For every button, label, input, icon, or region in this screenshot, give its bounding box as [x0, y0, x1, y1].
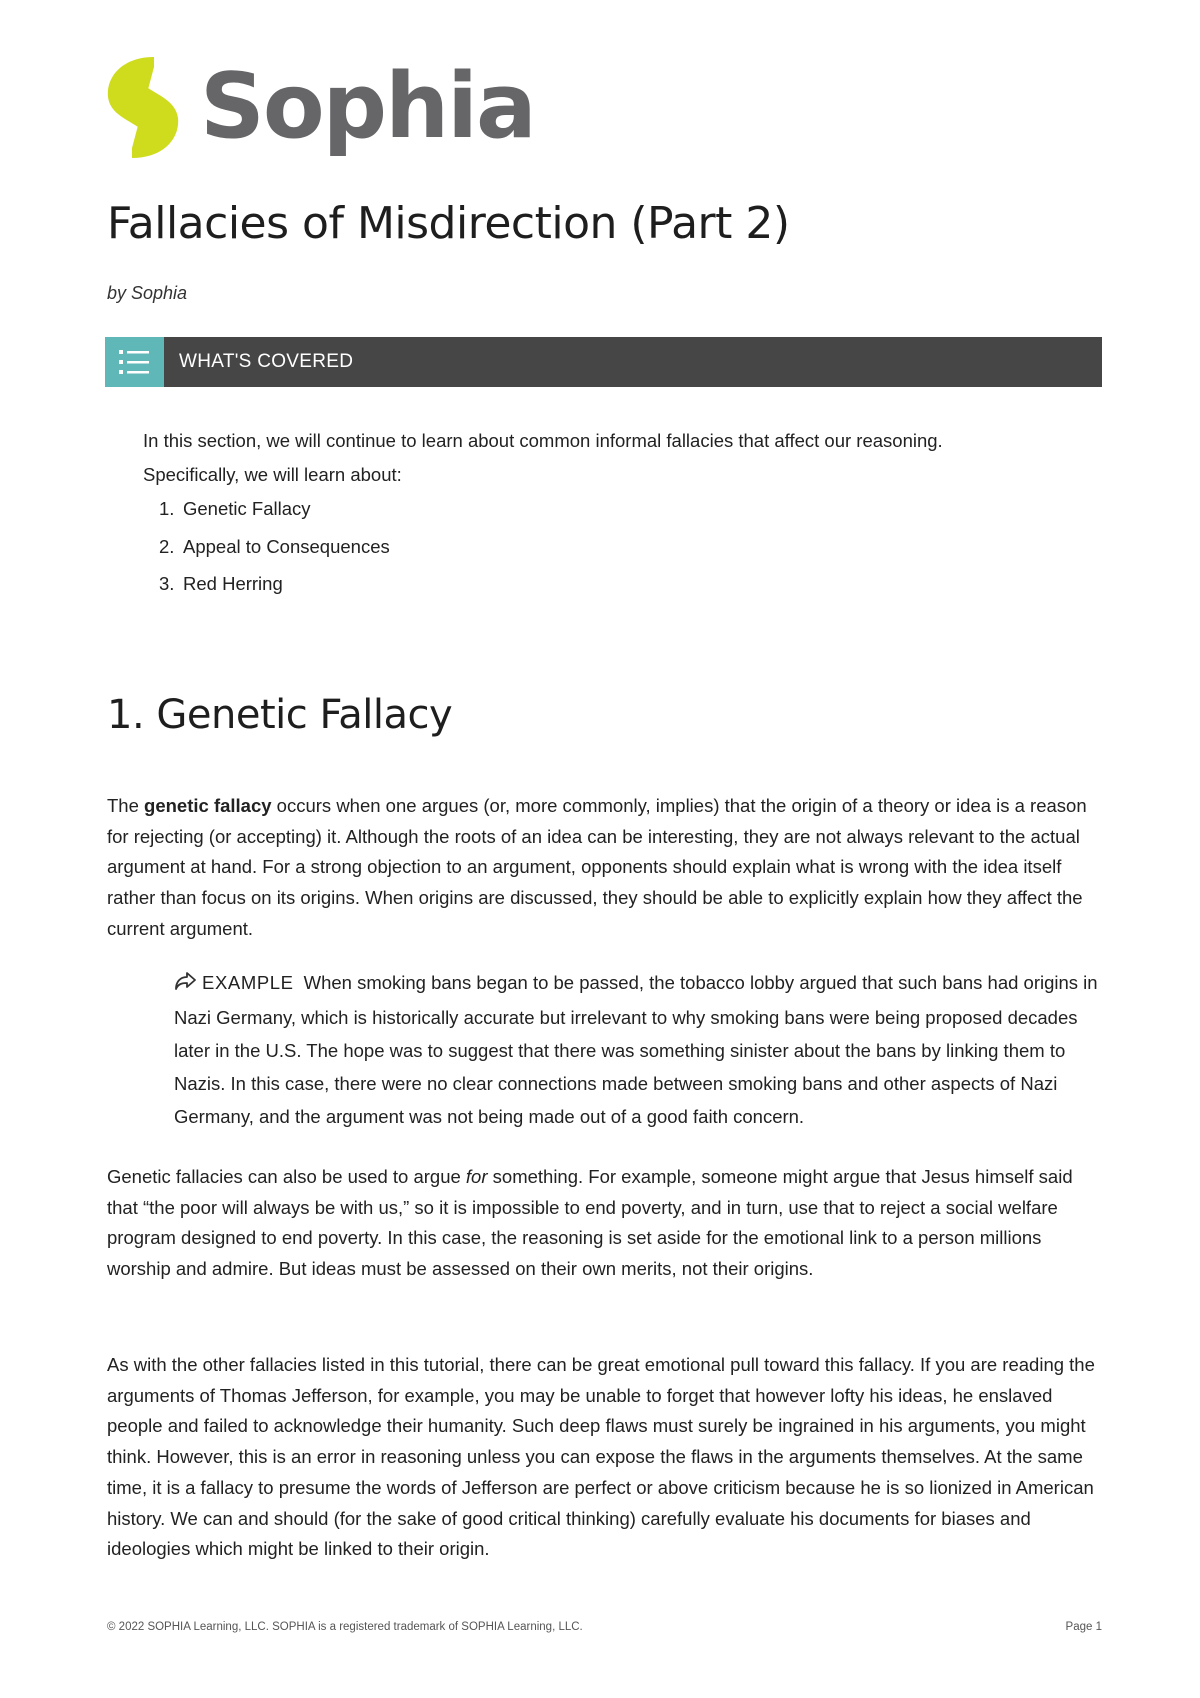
list-icon [119, 348, 149, 376]
page-title: Fallacies of Misdirection (Part 2) [107, 198, 790, 249]
list-item: 2. Appeal to Consequences [159, 535, 390, 557]
genetic-fallacy-definition: The genetic fallacy occurs when one argues (or, more commonly, implies) that the origin of a theory or idea is a reason for rejecting (or accepting) it. Although the roots of an idea can be interesting, they are not always relevant to the actual argument at hand. For a strong objection to an argument, opponents should explain what is wrong with the idea itself rather than focus on its origins. When origins are discussed, they should be able to explicitly explain how they affect the current argument. [107, 795, 1087, 939]
page-footer [107, 1617, 1102, 1637]
covered-list [159, 492, 390, 605]
example-block [174, 966, 1102, 1133]
example-text: When smoking bans began to be passed, the tobacco lobby argued that such bans had origins in Nazi Germany, which is historically accurate but irrelevant to why smoking bans were being proposed decades later in the U.S. The hope was to suggest that there was something sinister about the bans by linking them to Nazis. In this case, there were no clear connections made between smoking bans and other aspects of Nazi Germany, and the argument was not being made out of a good faith concern. [174, 972, 1098, 1127]
page-number: Page 1 [1065, 1621, 1102, 1633]
whats-covered-banner [105, 337, 1102, 387]
sophia-leaf-icon [102, 55, 182, 160]
intro-line-2: Specifically, we will learn about: [143, 464, 402, 485]
list-item: 3. Red Herring [159, 573, 283, 594]
logo-wordmark: Sophia [200, 54, 535, 159]
copyright-notice: © 2022 SOPHIA Learning, LLC. SOPHIA is a registered trademark of SOPHIA Learning, LLC. [107, 1621, 583, 1633]
key-term: genetic fallacy [144, 795, 272, 816]
example-label: EXAMPLE [202, 972, 294, 993]
whats-covered-icon-box [105, 337, 164, 387]
byline: by Sophia [107, 283, 188, 303]
whats-covered-label: WHAT'S COVERED [179, 351, 354, 372]
paragraph: Genetic fallacies can also be used to argue for something. For example, someone might argue that Jesus himself said that “the poor will always be with us,” so it is impossible to end poverty, and in turn, use that to reject a social welfare program designed to end poverty. In this case, the reasoning is set aside for the emotional link to a person millions worship and admire. But ideas must be assessed on their own merits, not their origins. [107, 1166, 1073, 1280]
share-arrow-icon [174, 968, 196, 1001]
paragraph: As with the other fallacies listed in this tutorial, there can be great emotional pull toward this fallacy. If you are reading the arguments of Thomas Jefferson, for example, you may be unable to forget that however lofty his ideas, he enslaved people and failed to acknowledge their humanity. Such deep flaws must surely be ingrained in his arguments, you might think. However, this is an error in reasoning unless you can expose the flaws in the arguments themselves. At the same time, it is a fallacy to presume the words of Jefferson are perfect or above criticism because he is so lionized in American history. We can and should (for the sake of good critical thinking) carefully evaluate his documents for biases and ideologies which might be linked to their origin. [107, 1354, 1095, 1560]
covered-intro [143, 424, 1083, 492]
list-item: 1. Genetic Fallacy [159, 498, 311, 519]
emphasis: for [465, 1166, 488, 1187]
section-heading: 1. Genetic Fallacy [107, 692, 453, 738]
sophia-logo [102, 54, 535, 165]
intro-line-1: In this section, we will continue to learn about common informal fallacies that affect our reasoning. [143, 430, 943, 451]
